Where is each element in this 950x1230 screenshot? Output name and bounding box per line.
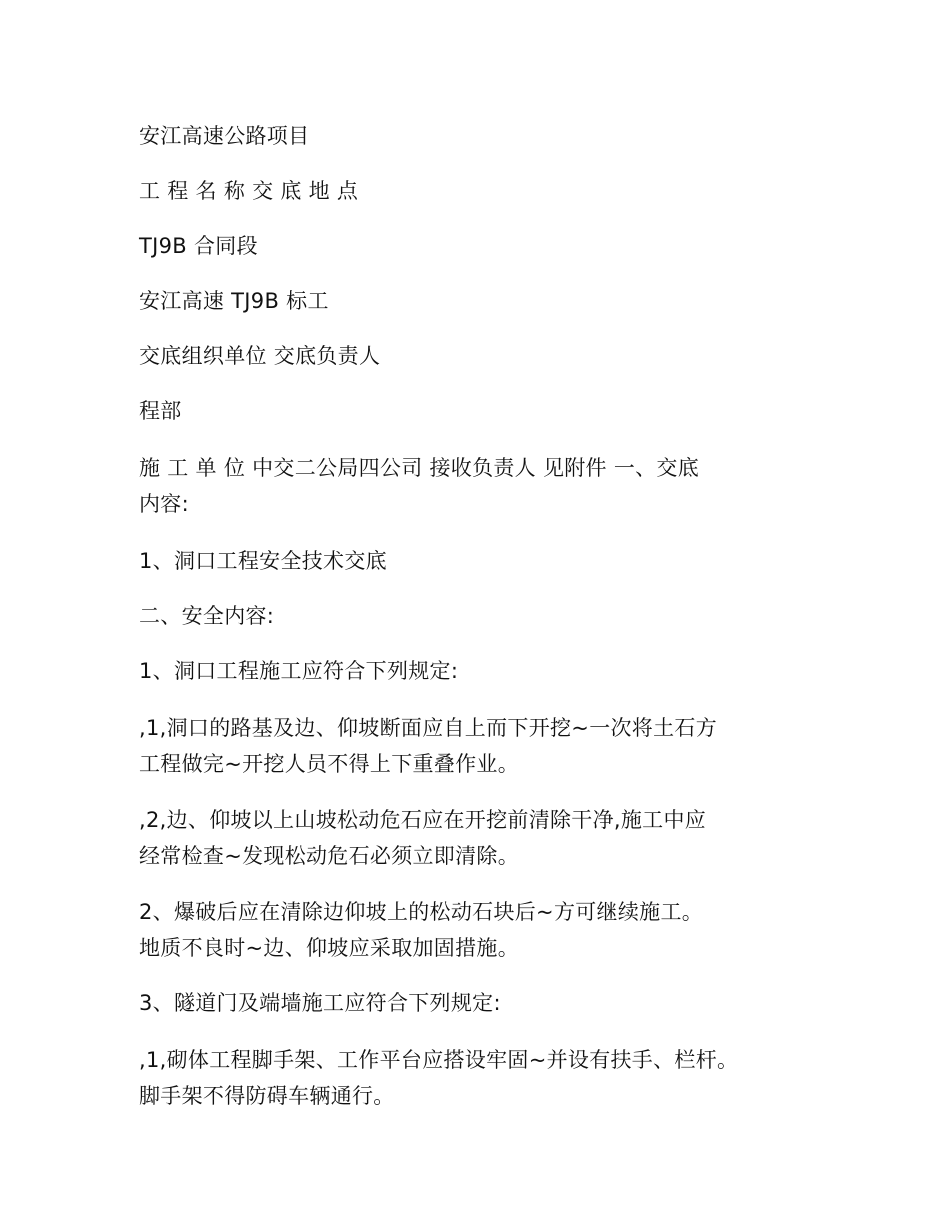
rule-1-1: ,1,洞口的路基及边、仰坡断面应自上而下开挖~一次将土石方 工程做完~开挖人员不得上下重叠作业。 (139, 716, 718, 776)
section-name: 安江高速 TJ9B 标工 (139, 289, 329, 313)
rule-1-2: ,2,边、仰坡以上山坡松动危石应在开挖前清除干净,施工中应 经常检查~发现松动危石必须立即清除。 (139, 808, 707, 868)
organizer-line: 交底组织单位 交底负责人 (139, 344, 381, 368)
contract-section: TJ9B 合同段 (139, 234, 258, 258)
rule-heading-1: 1、洞口工程施工应符合下列规定: (139, 659, 459, 683)
section-heading-safety: 二、安全内容: (139, 604, 275, 628)
rule-3-1: ,1,砌体工程脚手架、工作平台应搭设牢固~并设有扶手、栏杆。 脚手架不得防碍车辆通行。 (139, 1048, 739, 1108)
rule-2: 2、爆破后应在清除边仰坡上的松动石块后~方可继续施工。 地质不良时~边、仰坡应采取加固措施。 (139, 900, 704, 960)
project-name: 安江高速公路项目 (139, 124, 310, 148)
project-label-line: 工 程 名 称 交 底 地 点 (139, 179, 359, 203)
disclosure-item-1: 1、洞口工程安全技术交底 (139, 549, 387, 573)
construction-unit-line: 施 工 单 位 中交二公局四公司 接收负责人 见附件 一、交底 内容: (139, 456, 700, 516)
department-line: 程部 (139, 399, 182, 423)
rule-heading-3: 3、隧道门及端墙施工应符合下列规定: (139, 991, 501, 1015)
